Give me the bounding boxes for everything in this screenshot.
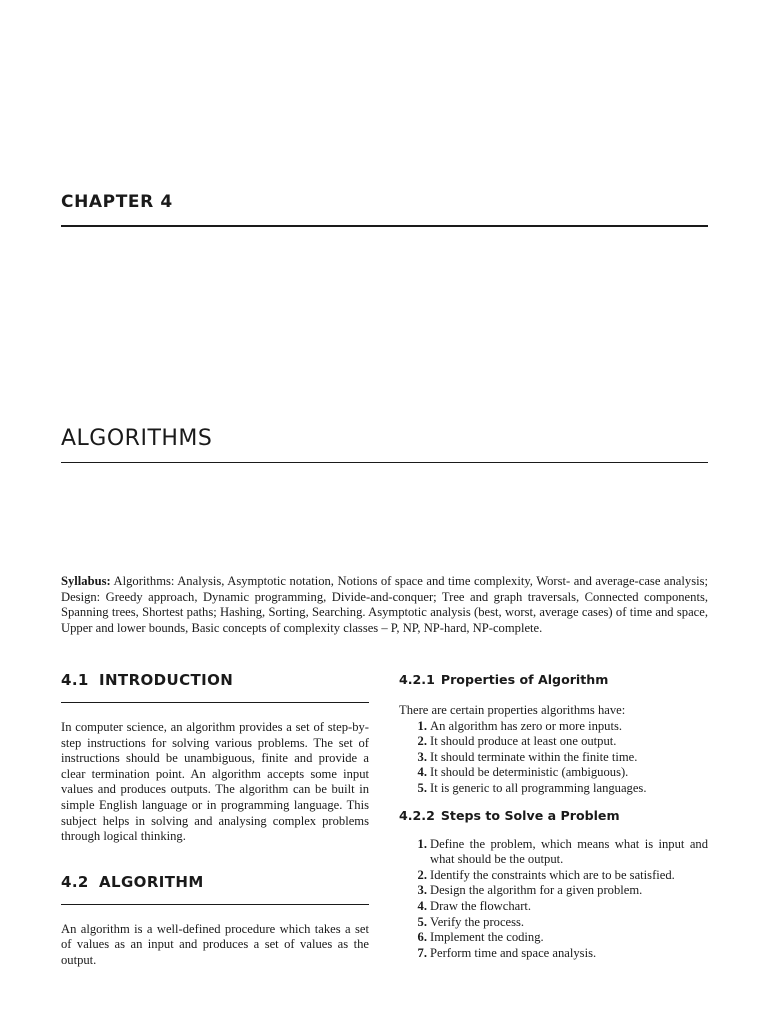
list-item — [399, 899, 708, 915]
list-item-text: Draw the flowchart. — [430, 898, 532, 913]
list-item — [399, 837, 708, 868]
chapter-title: ALGORITHMS — [61, 426, 213, 451]
list-item-text: Design the algorithm for a given problem. — [430, 883, 643, 898]
subsection-title: Properties of Algorithm — [440, 672, 609, 687]
title-rule — [61, 462, 708, 463]
steps-list — [399, 837, 708, 962]
section-title: ALGORITHM — [99, 872, 204, 891]
subsection-title: Steps to Solve a Problem — [440, 807, 620, 823]
list-item-marker: 3. — [417, 883, 427, 898]
section-title: INTRODUCTION — [99, 671, 234, 689]
list-item-text: It should produce at least one output. — [430, 734, 617, 749]
list-item — [399, 868, 708, 884]
list-item — [399, 765, 708, 781]
introduction-paragraph: In computer science, an algorithm provides a set of step-by-step instructions for solving various problems. The set of instructions should be unambiguous, finite and provide a clear termination point. An algorithm accepts some input values and produces outputs. The algorithm can be built in simple English language or in programming language. This subject helps in solving and analysing complex problems through logical thinking. — [61, 720, 369, 844]
list-item — [399, 781, 708, 797]
properties-intro: There are certain properties algorithms have: — [399, 703, 626, 717]
list-item — [399, 946, 708, 962]
syllabus-text: Algorithms: Analysis, Asymptotic notation, Notions of space and time complexity, Worst- and average-case analysis; Design: Greedy approach, Dynamic programming, Divide-and-conquer; Tree and graph traversals, Connected components, Spanning trees, Shortest paths; Hashing, Sorting, Searching. Asymptotic analysis (best, worst, average cases) of time and space, Upper and lower bounds, Basic concepts of complexity classes – P, NP, NP-hard, NP-complete. — [61, 574, 708, 635]
list-item — [399, 719, 708, 735]
list-item-marker: 5. — [417, 780, 427, 795]
list-item — [399, 915, 708, 931]
list-item-marker: 4. — [417, 898, 427, 913]
list-item-text: Perform time and space analysis. — [430, 945, 597, 960]
section-number: 4.2 — [61, 872, 89, 891]
list-item-marker: 6. — [417, 930, 427, 945]
chapter-label: CHAPTER 4 — [61, 192, 173, 212]
list-item-marker: 1. — [417, 718, 427, 733]
syllabus-lead: Syllabus: — [61, 574, 111, 588]
list-item-text: It should be deterministic (ambiguous). — [430, 765, 629, 780]
list-item-marker: 1. — [417, 836, 427, 851]
list-item-text: It should terminate within the finite time. — [430, 749, 638, 764]
list-item-text: Define the problem, which means what is input and what should be the output. — [430, 836, 708, 867]
list-item-text: It is generic to all programming languages. — [430, 780, 647, 795]
section-rule — [61, 702, 369, 703]
algorithm-paragraph: An algorithm is a well-defined procedure which takes a set of values as an input and produces a set of values as the output. — [61, 921, 369, 967]
list-item-text: Implement the coding. — [430, 930, 544, 945]
section-rule — [61, 904, 369, 905]
section-heading-algorithm — [61, 871, 369, 894]
list-item — [399, 734, 708, 750]
subsection-number: 4.2.2 — [399, 807, 435, 823]
list-item-marker: 2. — [417, 734, 427, 749]
list-item-text: Identify the constraints which are to be satisfied. — [430, 867, 675, 882]
list-item-text: An algorithm has zero or more inputs. — [430, 718, 623, 733]
list-item — [399, 750, 708, 766]
list-item-marker: 2. — [417, 867, 427, 882]
list-item-marker: 5. — [417, 914, 427, 929]
right-column — [399, 669, 708, 961]
properties-list — [399, 719, 708, 797]
subsection-heading-steps — [399, 806, 708, 826]
list-item-marker: 3. — [417, 749, 427, 764]
syllabus-paragraph — [61, 574, 708, 636]
chapter-rule — [61, 225, 708, 227]
left-column — [61, 669, 369, 969]
section-heading-introduction — [61, 669, 369, 692]
list-item-marker: 4. — [417, 765, 427, 780]
list-item — [399, 883, 708, 899]
subsection-number: 4.2.1 — [399, 672, 435, 687]
list-item — [399, 930, 708, 946]
list-item-text: Verify the process. — [430, 914, 525, 929]
section-number: 4.1 — [61, 671, 89, 689]
subsection-heading-properties — [399, 670, 708, 690]
list-item-marker: 7. — [417, 945, 427, 960]
